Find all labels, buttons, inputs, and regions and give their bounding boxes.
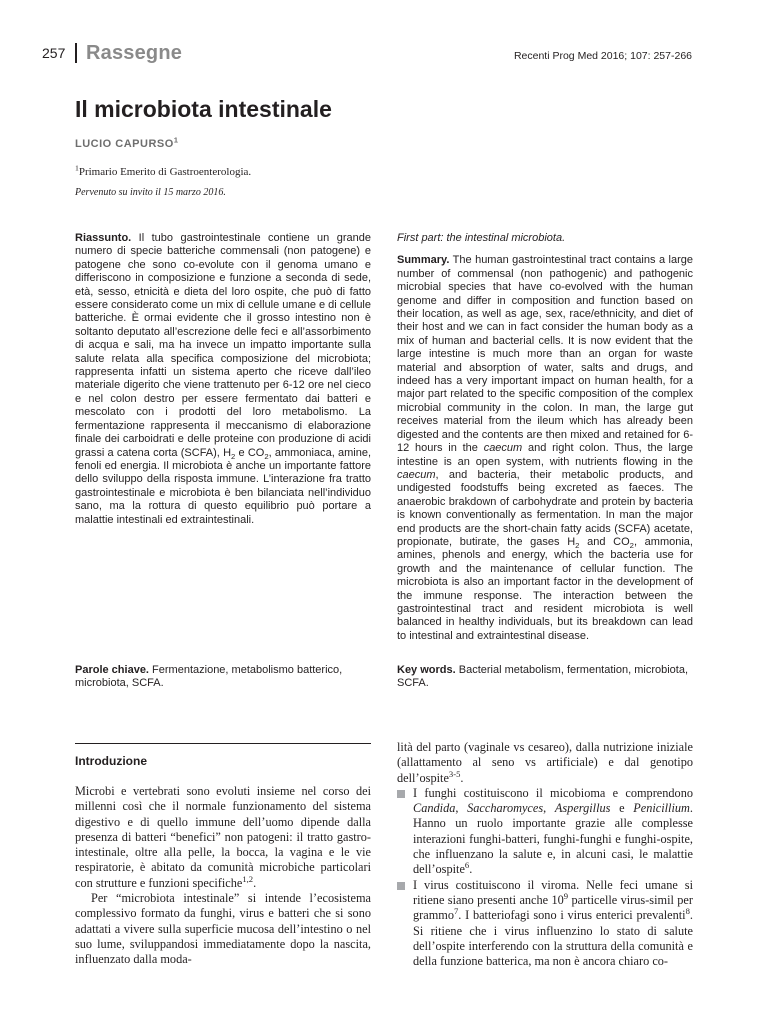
intro-paragraph-2: Per “microbiota intestinale” si intende l’ecosistema complessivo formato da funghi, virus e batteri che si sono adattati a vivere sulla superficie mucosa dell’intestino o nel suo lume, sviluppandosi immediatamente dopo la nascita, influenzato dalla moda-	[75, 891, 371, 967]
affiliation-ref: 1	[75, 163, 79, 173]
author-name	[75, 135, 179, 150]
keywords-italian-text: Fermentazione, metabolismo batterico, microbiota, SCFA.	[75, 664, 343, 690]
list-item-text: I virus costituiscono il viroma. Nelle feci umane si ritiene siano presenti anche 10	[413, 877, 693, 907]
intro-left-column	[75, 784, 371, 968]
abstract-english-text-e: , ammonia, amines, phenols and energy, which the bacteria use for growth and the maintenance of cellular function. The microbiota is also an important factor in the development of the immune response. The interaction between the gastrointestinal tract and resident microbiota is well balanced in healthy individuals, but its breakdown can lead to intestinal and extraintestinal disease.	[397, 535, 693, 642]
affiliation	[75, 163, 252, 178]
keywords-english-label: Key words.	[397, 664, 456, 676]
italic-term: caecum	[483, 442, 523, 455]
genus-name: Penicillium	[633, 801, 690, 816]
abstract-italian-text-a: Il tubo gastrointestinale contiene un grande numero di specie batteriche commensali (non patogene) e patogene che sono co-evolute con il genoma umano e differiscono in composizione e funzione a seconda di sede, età, sesso, etnicità e dieta del loro ospite, che può di fatto essere considerato come un mix di cellule umane e di cellule batteriche. È ormai evidente che il grosso intestino non è soltanto deputato all’escrezione delle feci e all’assorbimento di acqua e sali, ma ha invece un impatto importante sulla salute relata alla specifica composizione del microbiota; rappresenta infatti un sistema aperto che riceve dall’ileo materiale digerito che viene trattenuto per 6-12 ore nel cieco e nel colon destro per essere fermentato dai batteri e mescolato con i prodotti del loro metabolismo. La fermentazione rappresenta il meccanismo di elaborazione finale dei carboidrati e delle proteine con produzione di acidi grassi a catena corta (SCFA), H	[75, 232, 371, 459]
subscript: 2	[231, 451, 236, 461]
square-bullet-icon	[397, 882, 405, 890]
header-divider	[75, 43, 77, 63]
reference: 8	[685, 906, 690, 917]
subscript: 2	[264, 451, 269, 461]
list-item-text: . Si ritiene che i virus influenzino lo stato di salute dell’ospite interferendo con la struttura della comunità e della funzione batterica, ma non è ancora chiaro co-	[413, 908, 693, 969]
list-item	[397, 786, 693, 878]
punctuation: .	[469, 862, 473, 877]
separator: e	[610, 801, 634, 816]
exponent: 9	[563, 890, 569, 901]
affiliation-text: Primario Emerito di Gastroenterologia.	[78, 166, 252, 178]
intro-continuation	[397, 740, 693, 786]
punctuation: .	[460, 770, 464, 785]
list-item	[397, 878, 693, 970]
reference: 6	[464, 860, 470, 871]
keywords-italian	[75, 664, 371, 691]
continuation-text: lità del parto (vaginale vs cesareo), dalla nutrizione iniziale (allattamento al seno vs artificiale) e dal genotipo dell’ospite	[397, 740, 693, 785]
punctuation: .	[253, 875, 257, 890]
journal-citation: Recenti Prog Med 2016; 107: 257-266	[513, 50, 692, 62]
genus-name: Candida	[413, 801, 456, 816]
author-affiliation-ref: 1	[173, 135, 179, 145]
list-item-text: I funghi costituiscono il micobioma e comprendono	[413, 785, 693, 800]
keywords-english-text: Bacterial metabolism, fermentation, microbiota, SCFA.	[397, 664, 689, 690]
abstract-english-text-a: The human gastrointestinal tract contains a large number of commensal (non pathogenic) and pathogenic microbial species that have co-evolved with the human genome and differ in composition and function based on their location, as well as age, sex, race/ethnicity, and diet of their host and we can in fact consider the human body as a mix of human and bacterial cells. It is now evident that the large intestine is much more than an organ for waste material and absorption of water, salts and drugs, and indeed has a very important impact on human health, for a major part related to the specific composition of the complex microbial community in the colon. In man, the large gut receives material from the ileum which has already been digested and the contents are then mixed and retained for 6-12 hours in the	[397, 254, 693, 455]
article-title: Il microbiota intestinale	[75, 96, 332, 122]
microbiota-list	[397, 786, 693, 970]
list-item-text: . Hanno un ruolo importante grazie alle complesse interazioni funghi-batteri, funghi-funghi e funghi-ospite, che influenzano la salute e, in alcuni casi, le malattie dell’ospite	[413, 801, 693, 877]
abstract-english	[397, 232, 693, 643]
keywords-italian-label: Parole chiave.	[75, 664, 149, 676]
abstract-english-text-d: and CO	[579, 535, 630, 548]
abstract-english-text-b: and right colon. Thus, the large intestine is an open system, with nutrients flowing in the	[397, 442, 693, 468]
reference: 3-5	[448, 768, 461, 779]
keywords-english	[397, 664, 693, 691]
list-item-text: particelle virus-simil per grammo	[413, 892, 693, 923]
section-divider	[75, 743, 371, 744]
intro-paragraph-1	[75, 784, 371, 891]
intro-right-column	[397, 740, 693, 969]
author-name-text: LUCIO CAPURSO	[75, 138, 174, 150]
list-item-text: . I batteriofagi sono i virus enterici prevalenti	[458, 908, 686, 923]
genus-name: Saccharomyces	[467, 801, 544, 816]
reference: 1,2	[242, 873, 254, 884]
abstract-english-heading: First part: the intestinal microbiota.	[397, 232, 566, 244]
page-number: 257	[42, 45, 66, 61]
subscript: 2	[629, 541, 634, 551]
intro-p1-text: Microbi e vertebrati sono evoluti insieme nel corso dei millenni così che il normale funzionamento del sistema digestivo e di quello immune dell’uomo dipende dalla presenza di batteri “benefici” non patogeni: il tratto gastro-intestinale, oltre alla pelle, la bocca, la vagina e le vie respiratorie, è abitato da comunità microbiche particolari con strutture e funzioni specifiche	[75, 784, 371, 890]
reference: 7	[453, 906, 459, 917]
square-bullet-icon	[397, 790, 405, 798]
section-label: Rassegne	[86, 42, 183, 64]
abstract-italian-label: Riassunto.	[75, 232, 132, 244]
separator: ,	[543, 801, 555, 816]
received-note: Pervenuto su invito il 15 marzo 2016.	[75, 187, 226, 198]
separator: ,	[455, 801, 468, 816]
genus-name: Aspergillus	[554, 801, 611, 816]
abstract-english-text-c: , and bacteria, their metabolic products, and undigested foodstuffs being excreted as faeces. The anaerobic brakdown of carbohydrate and protein by bacteria is known conventionally as fermentation. In man the major end products are the short-chain fatty acids (SCFA) acetate, propionate, butirate, the gases H	[397, 468, 693, 548]
subscript: 2	[575, 541, 580, 551]
intro-heading: Introduzione	[75, 754, 147, 768]
italic-term: caecum	[397, 468, 436, 481]
abstract-italian-text-b: e CO	[235, 446, 265, 459]
abstract-italian	[75, 232, 371, 527]
abstract-english-label: Summary.	[397, 254, 450, 267]
abstract-italian-text-c: , ammoniaca, amine, fenoli ed energia. Il microbiota è anche un importante fattore dello sviluppo della risposta immune. L’interazione fra tratto gastrointestinale e microbiota è ben bilanciata nell’individuo sano, ma la rottura di questo equilibrio può portare a malattie intestinali ed extraintestinali.	[75, 446, 372, 526]
